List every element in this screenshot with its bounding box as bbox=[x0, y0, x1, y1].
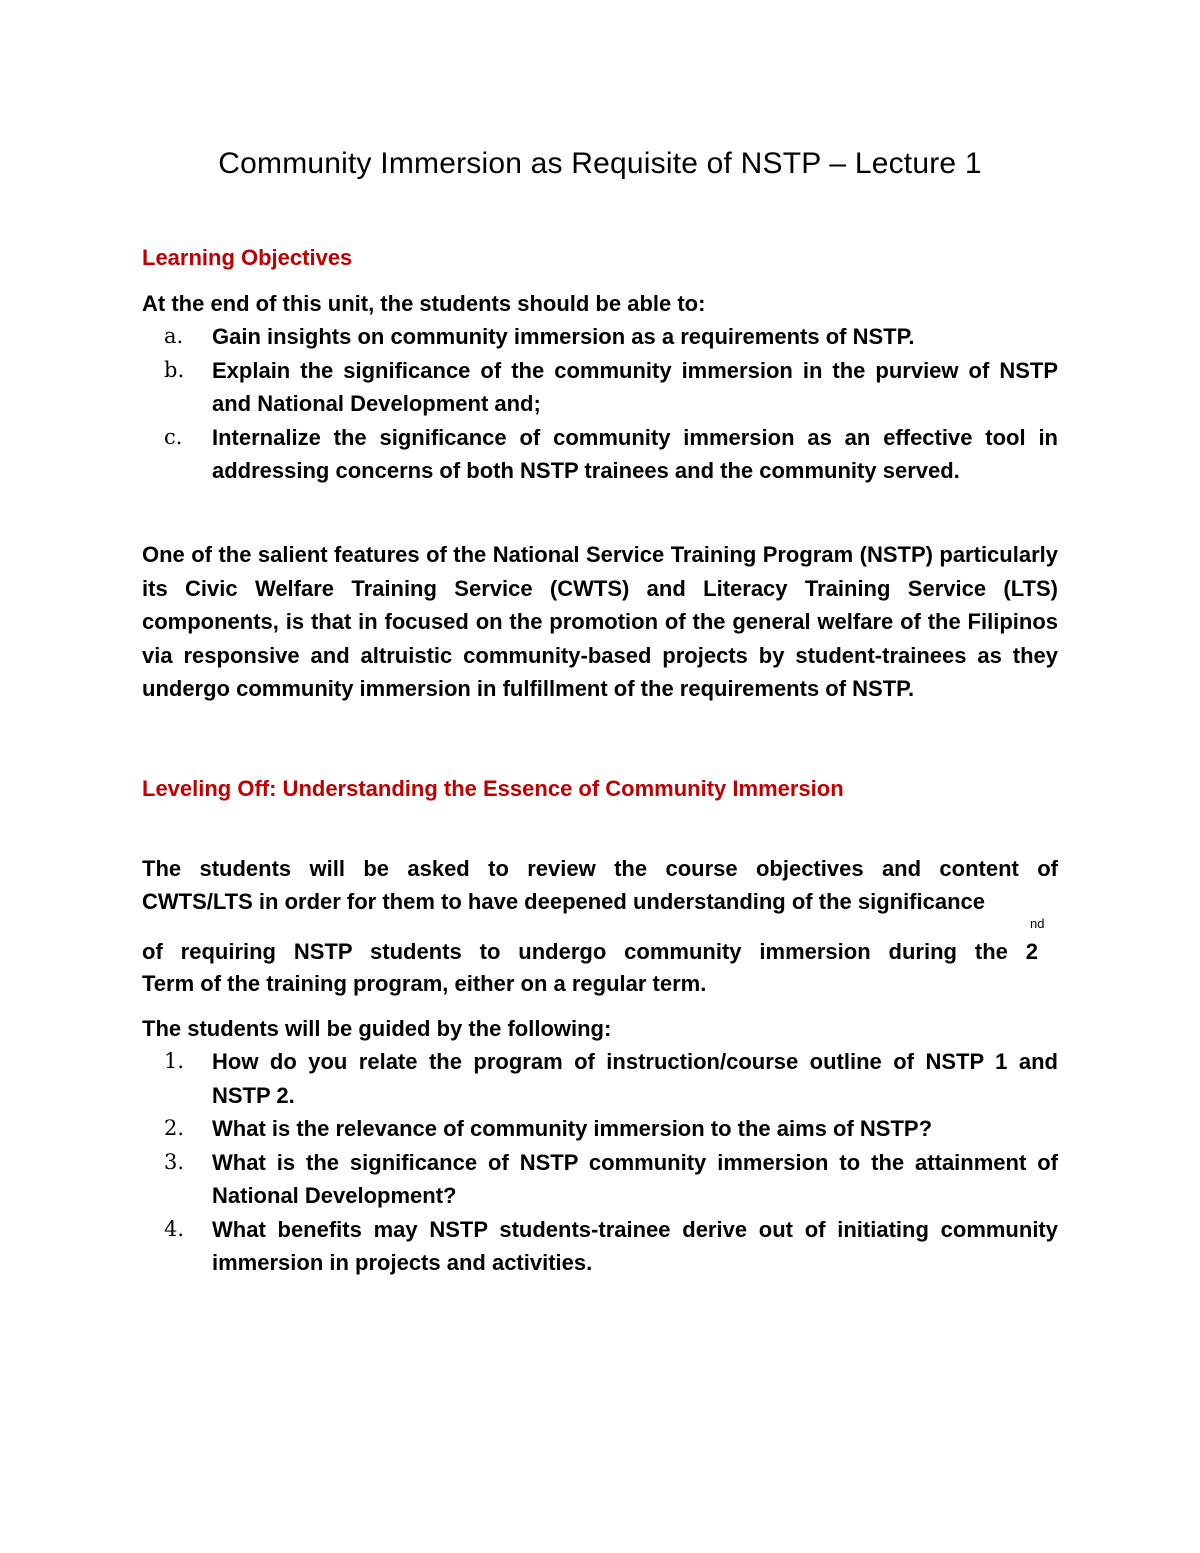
list-marker: 4. bbox=[164, 1216, 185, 1241]
guide-intro: The students will be guided by the following: bbox=[142, 1016, 612, 1041]
list-item-text: What is the relevance of community immersion to the aims of NSTP? bbox=[212, 1116, 933, 1141]
objectives-intro: At the end of this unit, the students should be able to: bbox=[142, 291, 706, 316]
list-item bbox=[142, 1213, 1058, 1280]
list-item bbox=[142, 320, 1058, 354]
list-item-text: What benefits may NSTP students-trainee derive out of initiating community immersion in projects and activities. bbox=[212, 1216, 1058, 1275]
list-item bbox=[142, 1045, 1058, 1112]
list-item-text: What is the significance of NSTP community immersion to the attainment of National Development? bbox=[212, 1149, 1058, 1208]
list-marker: b. bbox=[164, 357, 185, 382]
list-item bbox=[142, 1146, 1058, 1213]
ordinal-superscript: nd bbox=[1030, 916, 1045, 931]
questions-list bbox=[142, 1045, 1058, 1280]
list-item bbox=[142, 354, 1058, 421]
body-paragraph: One of the salient features of the National Service Training Program (NSTP) particularly its Civic Welfare Training Service (CWTS) and Literacy Training Service (LTS) components, is that in focused on the promotion of the general welfare of the Filipinos via responsive and altruistic community-based projects by student-trainees as they undergo community immersion in fulfillment of the requirements of NSTP. bbox=[142, 542, 1058, 701]
list-marker: 3. bbox=[164, 1149, 185, 1174]
list-item-text: How do you relate the program of instruction/course outline of NSTP 1 and NSTP 2. bbox=[212, 1049, 1058, 1108]
list-marker: 2. bbox=[164, 1116, 185, 1140]
leveling-off-heading: Leveling Off: Understanding the Essence of Community Immersion bbox=[142, 776, 844, 801]
page-title: Community Immersion as Requisite of NSTP – Lecture 1 bbox=[218, 147, 982, 180]
list-item-text: Internalize the significance of community immersion as an effective tool in addressing concerns of both NSTP trainees and the community served. bbox=[212, 424, 1058, 483]
list-item bbox=[142, 1112, 1058, 1146]
leveling-paragraph-line-3: of requiring NSTP students to undergo community immersion during the 2 bbox=[142, 939, 1038, 964]
leveling-paragraph-line-4: Term of the training program, either on a regular term. bbox=[142, 971, 707, 996]
list-marker: c. bbox=[164, 424, 183, 449]
leveling-paragraph-line-1: The students will be asked to review the course objectives and content of bbox=[142, 856, 1058, 881]
list-item-text: Explain the significance of the community immersion in the purview of NSTP and National Development and; bbox=[212, 357, 1058, 416]
leveling-paragraph-line-2: CWTS/LTS in order for them to have deepened understanding of the significance bbox=[142, 889, 986, 914]
list-item bbox=[142, 421, 1058, 488]
objectives-list bbox=[142, 320, 1058, 488]
learning-objectives-heading: Learning Objectives bbox=[142, 245, 353, 270]
list-item-text: Gain insights on community immersion as a requirements of NSTP. bbox=[212, 324, 915, 349]
list-marker: a. bbox=[164, 324, 184, 348]
list-marker: 1. bbox=[164, 1049, 185, 1073]
